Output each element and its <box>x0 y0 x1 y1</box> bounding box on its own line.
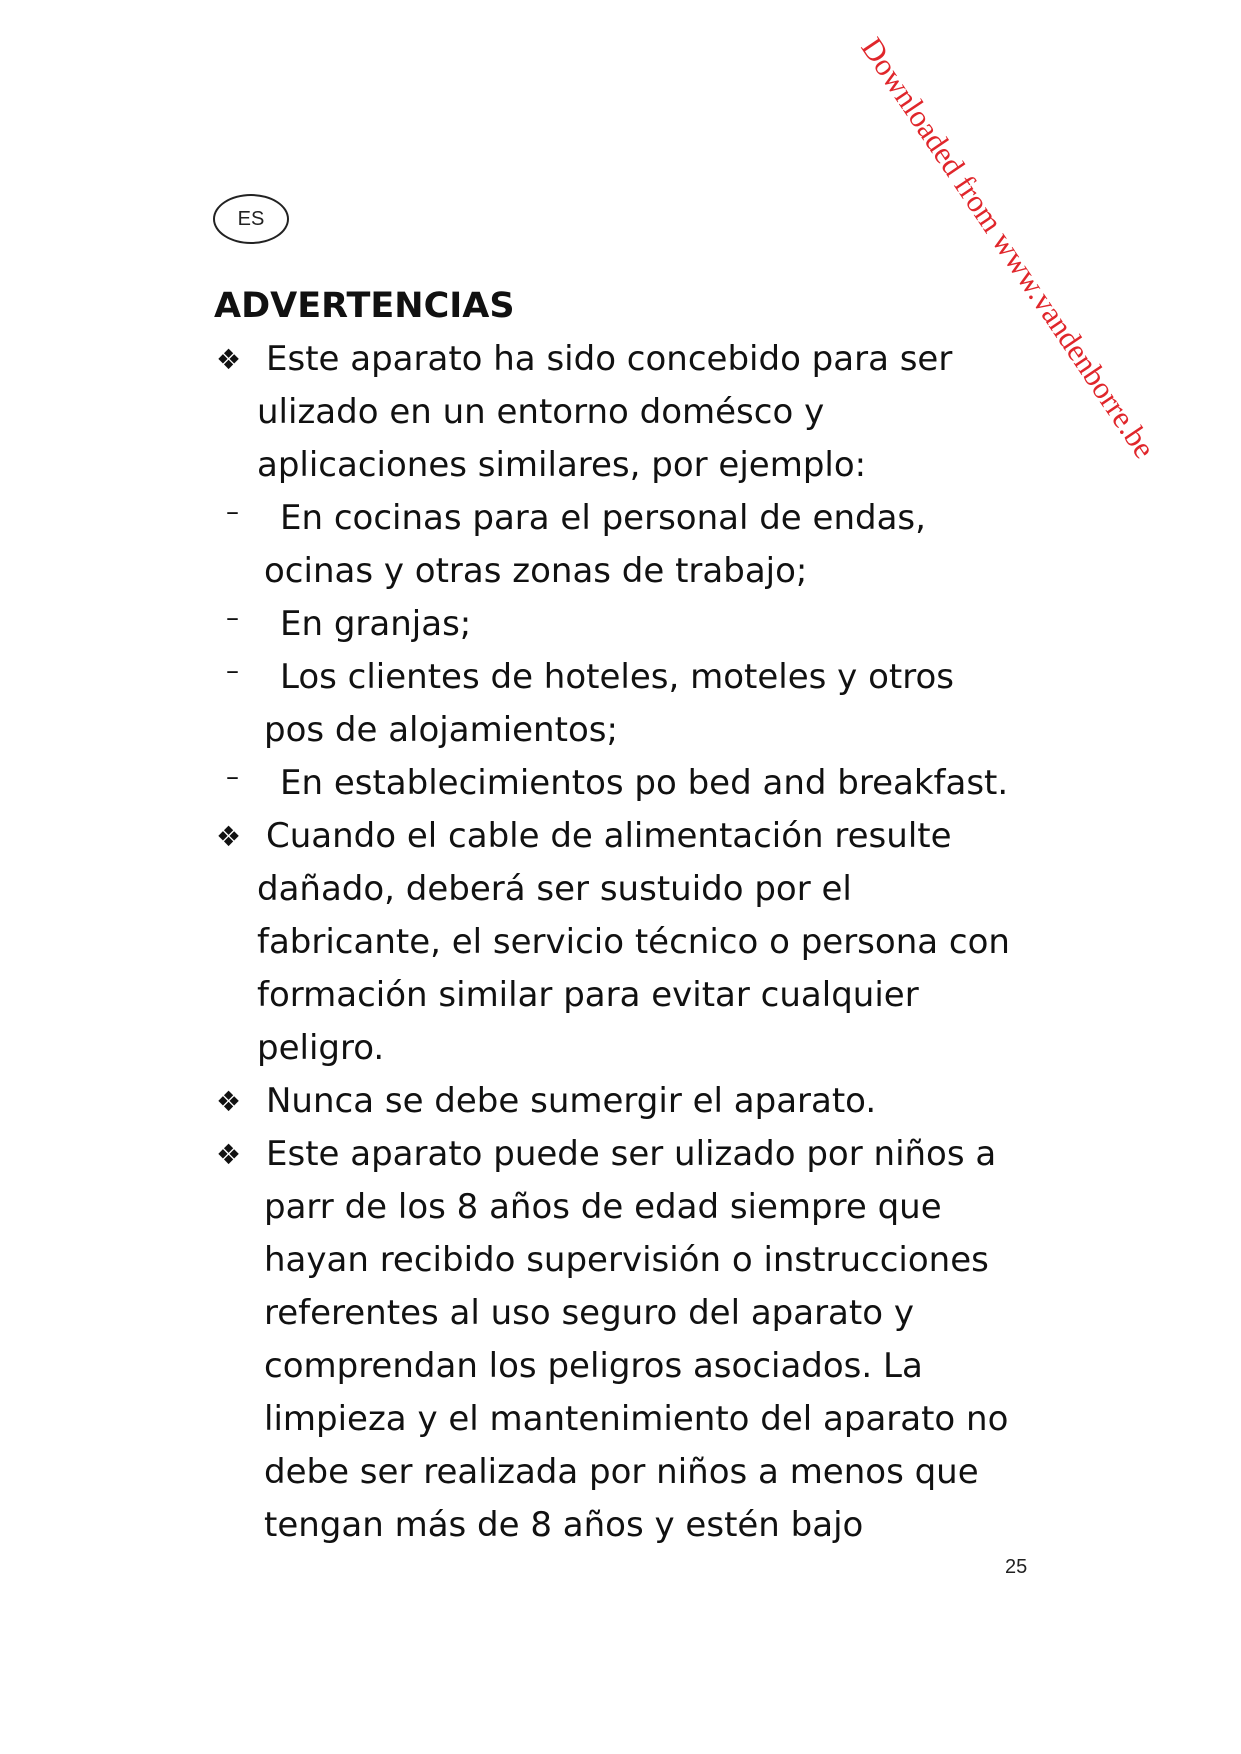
line-text: aplicaciones similares, por ejemplo: <box>257 445 867 485</box>
line-text: dañado, deberá ser sustuido por el <box>257 869 852 909</box>
line-text: Los clientes de hoteles, moteles y otros <box>280 657 954 697</box>
line-text: debe ser realizada por niños a menos que <box>264 1452 979 1492</box>
diamond-bullet-icon: ❖ <box>216 820 242 853</box>
bullet-item <box>214 1128 1074 1181</box>
line-text: comprendan los peligros asociados. La <box>264 1346 923 1386</box>
line-text: pos de alojamientos; <box>264 710 618 750</box>
continuation-line <box>214 916 1074 969</box>
line-text: peligro. <box>257 1028 385 1068</box>
language-badge: ES <box>213 194 289 244</box>
dash-item <box>214 757 1074 810</box>
continuation-line <box>214 1022 1074 1075</box>
line-text: parr de los 8 años de edad siempre que <box>264 1187 942 1227</box>
line-text: limpieza y el mantenimiento del aparato no <box>264 1399 1009 1439</box>
continuation-line <box>214 969 1074 1022</box>
line-text: Este aparato puede ser ulizado por niños a <box>266 1134 997 1174</box>
page-number: 25 <box>1005 1556 1028 1578</box>
continuation-line <box>214 1234 1074 1287</box>
line-text: tengan más de 8 años y estén bajo <box>264 1505 864 1545</box>
line-text: ulizado en un entorno domésco y <box>257 392 825 432</box>
warnings-list <box>214 333 1074 1552</box>
continuation-line <box>214 1393 1074 1446</box>
continuation-line <box>214 1287 1074 1340</box>
continuation-line <box>214 439 1074 492</box>
dash-bullet-icon: – <box>226 603 239 633</box>
bullet-item <box>214 1075 1074 1128</box>
dash-item <box>214 598 1074 651</box>
continuation-line <box>214 1340 1074 1393</box>
bullet-item <box>214 333 1074 386</box>
download-watermark: Downloaded from www.vandenborre.be <box>854 31 1163 465</box>
bullet-item <box>214 810 1074 863</box>
diamond-bullet-icon: ❖ <box>216 1138 242 1171</box>
line-text: Este aparato ha sido concebido para ser <box>266 339 953 379</box>
line-text: formación similar para evitar cualquier <box>257 975 919 1015</box>
diamond-bullet-icon: ❖ <box>216 1085 242 1118</box>
continuation-line <box>214 863 1074 916</box>
line-text: referentes al uso seguro del aparato y <box>264 1293 914 1333</box>
diamond-bullet-icon: ❖ <box>216 343 242 376</box>
line-text: hayan recibido supervisión o instrucciones <box>264 1240 989 1280</box>
dash-bullet-icon: – <box>226 656 239 686</box>
line-text: En cocinas para el personal de endas, <box>280 498 926 538</box>
continuation-line <box>214 1181 1074 1234</box>
dash-item <box>214 492 1074 545</box>
dash-item <box>214 651 1074 704</box>
line-text: ocinas y otras zonas de trabajo; <box>264 551 808 591</box>
line-text: En granjas; <box>280 604 472 644</box>
continuation-line <box>214 545 1074 598</box>
line-text: fabricante, el servicio técnico o persona con <box>257 922 1010 962</box>
continuation-line <box>214 386 1074 439</box>
continuation-line <box>214 1499 1074 1552</box>
continuation-line <box>214 704 1074 757</box>
line-text: Nunca se debe sumergir el aparato. <box>266 1081 877 1121</box>
line-text: Cuando el cable de alimentación resulte <box>266 816 952 856</box>
warnings-section <box>214 280 1074 1552</box>
section-heading: ADVERTENCIAS <box>214 286 515 326</box>
dash-bullet-icon: – <box>226 762 239 792</box>
continuation-line <box>214 1446 1074 1499</box>
line-text: En establecimientos po bed and breakfast. <box>280 763 1009 803</box>
dash-bullet-icon: – <box>226 497 239 527</box>
